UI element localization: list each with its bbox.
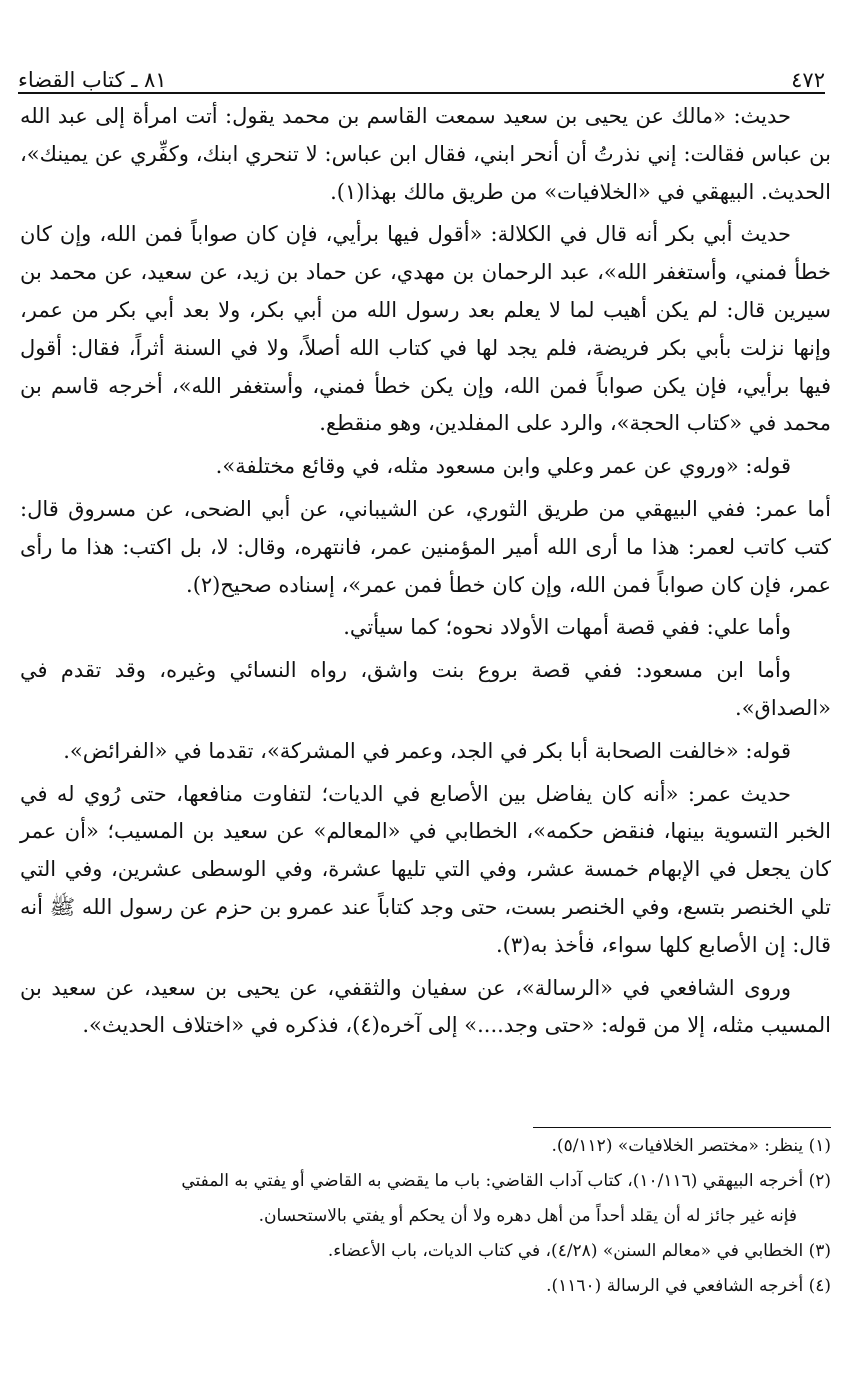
header-rule: [18, 92, 825, 94]
paragraph-shafii-risala: وروى الشافعي في «الرسالة»، عن سفيان والثقفي، عن يحيى بن سعيد، عن سعيد بن المسيب مثله، إلا من قوله: «حتى وجد....» إلى آخره(٤)، فذكره في «اختلاف الحديث».: [20, 975, 831, 1038]
footnote-2-continuation: فإنه غير جائز له أن يقلد أحداً من أهل دهره ولا أن يحكم أو يفتي بالاستحسان.: [258, 1206, 797, 1226]
paragraph-amma-ali: وأما علي: ففي قصة أمهات الأولاد نحوه؛ كما سيأتي.: [343, 615, 791, 640]
footnote-1: (١) ينظر: «مختصر الخلافيات» (٥/١١٢).: [551, 1136, 831, 1156]
paragraph-hadith-umar-asabi: حديث عمر: «أنه كان يفاضل بين الأصابع في الديات؛ لتفاوت منافعها، حتى رُوي له في الخبر التسوية بينها، فنقض حكمه»، الخطابي في «المعالم» عن سعيد بن المسيب؛ «أن عمر كان يجعل في الإبهام خمسة عشر، وفي التي تليها عشرة، وفي الوسطى عشرين، وفي التي تلي الخنصر بتسع، وفي الخنصر بست، حتى وجد كتاباً عند عمرو بن حزم عن رسول الله ﷺ أنه قال: إن الأصابع كلها سواء، فأخذ به(٣).: [20, 781, 831, 957]
footnote-4: (٤) أخرجه الشافعي في الرسالة (١١٦٠).: [546, 1276, 831, 1296]
footnote-3: (٣) الخطابي في «معالم السنن» (٤/٢٨)، في كتاب الديات، باب الأعضاء.: [327, 1241, 831, 1261]
footnotes: [20, 1130, 831, 1305]
running-header: [18, 52, 825, 92]
paragraph-hadith-abu-bakr: حديث أبي بكر أنه قال في الكلالة: «أقول فيها برأيي، فإن كان صواباً فمن الله، وإن كان خطأ فمني، وأستغفر الله»، عبد الرحمان بن مهدي، عن حماد بن زيد، عن سعيد، عن محمد بن سيرين قال: لم يكن أهيب لما لا يعلم بعد رسول الله من أبي بكر، ولا بعد أبي بكر من عمر، وإنها نزلت بأبي بكر فريضة، فلم يجد لها في كتاب الله أصلاً، ولا في السنة أثراً، فقال: أقول فيها برأيي، فإن يكن صواباً فمن الله، وإن يكن خطأ فمني، وأستغفر الله»، أخرجه قاسم بن محمد في «كتاب الحجة»، والرد على المفلدين، وهو منقطع.: [20, 222, 831, 436]
main-text: [20, 98, 831, 1050]
paragraph-qawluh-umar-ali: قوله: «وروي عن عمر وعلي وابن مسعود مثله، في وقائع مختلفة».: [215, 454, 791, 479]
paragraph-amma-umar: أما عمر: ففي البيهقي من طريق الثوري، عن الشيباني، عن أبي الضحى، عن مسروق قال: كتب كاتب لعمر: هذا ما أرى الله أمير المؤمنين عمر، فانتهره، وقال: لا، بل اكتب: هذا ما رأى عمر، فإن كان صواباً فمن الله، وإن كان خطأ فمن عمر»، إسناده صحيح(٢).: [20, 496, 831, 597]
footnote-2: (٢) أخرجه البيهقي (١٠/١١٦)، كتاب آداب القاضي: باب ما يقضي به القاضي أو يفتي به المفتي: [181, 1171, 831, 1191]
footnote-separator: [533, 1127, 831, 1128]
page-number: ٤٧٢: [791, 68, 825, 92]
paragraph-amma-ibn-masud: وأما ابن مسعود: ففي قصة بروع بنت واشق، رواه النسائي وغيره، وقد تقدم في «الصداق».: [20, 658, 831, 720]
paragraph-hadith-malik: حديث: «مالك عن يحيى بن سعيد سمعت القاسم بن محمد يقول: أتت امرأة إلى عبد الله بن عباس فقالت: إني نذرتُ أن أنحر ابني، فقال ابن عباس: لا تنحري ابنك، وكفِّري عن يمينك»، الحديث. البيهقي في «الخلافيات» من طريق مالك بهذا(١).: [20, 104, 831, 204]
paragraph-qawluh-sahaba: قوله: «خالفت الصحابة أبا بكر في الجد، وعمر في المشركة»، تقدما في «الفرائض».: [63, 738, 791, 763]
running-title: ٨١ ـ كتاب القضاء: [18, 68, 167, 92]
